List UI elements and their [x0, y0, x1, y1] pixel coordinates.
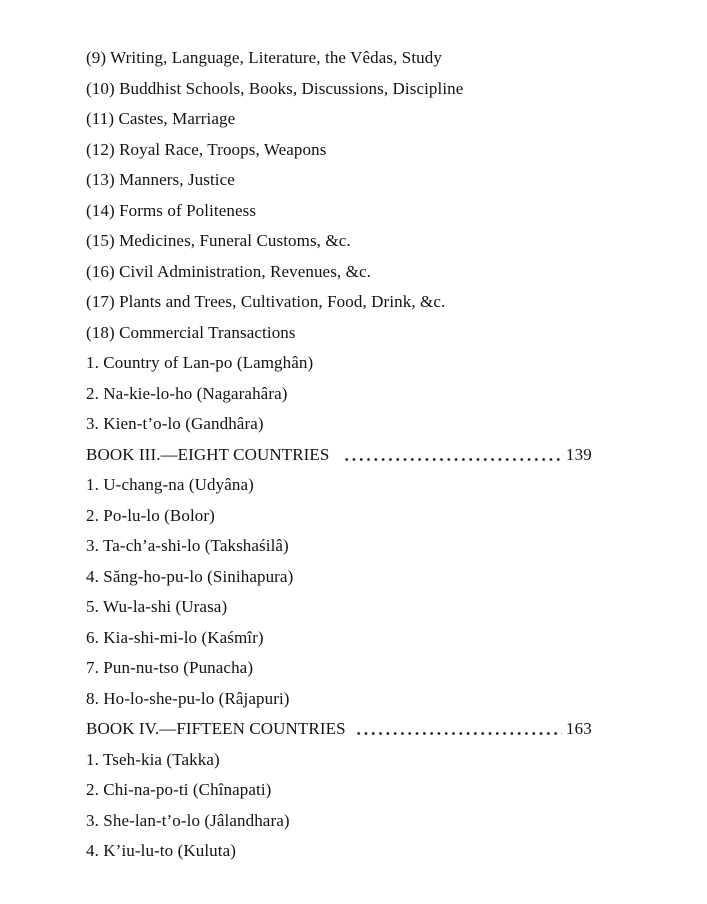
toc-entry-label: (10) Buddhist Schools, Books, Discussions, Discipline [86, 78, 464, 98]
toc-entry[interactable] [86, 501, 592, 532]
toc-entry[interactable] [86, 74, 592, 105]
toc-entry[interactable] [86, 775, 592, 806]
toc-entry[interactable] [86, 440, 592, 471]
toc-entry-label: 3. Ta-ch’a-shi-lo (Takshaśilâ) [86, 536, 289, 555]
toc-entry-label: 4. Săng-ho-pu-lo (Sinihapura) [86, 566, 294, 586]
dot-leader [355, 714, 562, 745]
toc-entry[interactable] [86, 196, 592, 227]
dot-leader [343, 440, 562, 471]
toc-entry-label: 1. Tseh-kia (Takka) [86, 749, 220, 769]
toc-list [86, 43, 592, 867]
toc-entry-label: 2. Po-lu-lo (Bolor) [86, 505, 215, 525]
toc-entry[interactable] [86, 684, 592, 715]
toc-entry-label: 1. U-chang-na (Udyâna) [86, 475, 254, 494]
toc-entry-label: 2. Chi-na-po-ti (Chînapati) [86, 780, 272, 799]
toc-entry-page-number: 139 [565, 444, 592, 464]
toc-entry[interactable] [86, 623, 592, 654]
toc-entry-label: (15) Medicines, Funeral Customs, &c. [86, 231, 351, 250]
toc-entry[interactable] [86, 531, 592, 562]
toc-entry-label: (11) Castes, Marriage [86, 109, 236, 128]
toc-entry[interactable] [86, 806, 592, 837]
toc-entry[interactable] [86, 43, 592, 74]
toc-entry[interactable] [86, 348, 592, 379]
toc-entry[interactable] [86, 287, 592, 318]
toc-entry-label: BOOK IV.—FIFTEEN COUNTRIES [86, 719, 346, 738]
toc-entry-label: 5. Wu-la-shi (Urasa) [86, 597, 228, 616]
toc-entry-label: (16) Civil Administration, Revenues, &c. [86, 261, 371, 281]
toc-entry[interactable] [86, 379, 592, 410]
toc-entry[interactable] [86, 318, 592, 349]
toc-entry[interactable] [86, 104, 592, 135]
toc-entry[interactable] [86, 165, 592, 196]
toc-entry-label: 6. Kia-shi-mi-lo (Kaśmîr) [86, 627, 264, 647]
toc-entry-label: (9) Writing, Language, Literature, the Vêdas, Study [86, 48, 442, 67]
toc-entry-label: 8. Ho-lo-she-pu-lo (Râjapuri) [86, 688, 290, 708]
toc-entry[interactable] [86, 409, 592, 440]
toc-entry-label: 3. Kien-t’o-lo (Gandhâra) [86, 414, 264, 433]
toc-entry-label: (13) Manners, Justice [86, 170, 235, 189]
toc-entry[interactable] [86, 257, 592, 288]
toc-entry[interactable] [86, 653, 592, 684]
toc-entry-label: 2. Na-kie-lo-ho (Nagarahâra) [86, 383, 288, 403]
toc-entry-label: (17) Plants and Trees, Cultivation, Food, Drink, &c. [86, 292, 446, 311]
toc-entry[interactable] [86, 135, 592, 166]
toc-entry-label: BOOK III.—EIGHT COUNTRIES [86, 444, 334, 464]
toc-entry-page-number: 163 [565, 719, 592, 738]
toc-entry[interactable] [86, 836, 592, 867]
toc-entry[interactable] [86, 226, 592, 257]
toc-entry-label: 3. She-lan-t’o-lo (Jâlandhara) [86, 810, 290, 830]
toc-entry-label: 4. K’iu-lu-to (Kuluta) [86, 841, 236, 860]
toc-entry-label: (14) Forms of Politeness [86, 200, 257, 220]
toc-entry[interactable] [86, 745, 592, 776]
toc-entry[interactable] [86, 592, 592, 623]
toc-entry-label: (18) Commercial Transactions [86, 322, 296, 342]
toc-entry[interactable] [86, 562, 592, 593]
toc-entry[interactable] [86, 470, 592, 501]
toc-entry-label: 1. Country of Lan-po (Lamghân) [86, 353, 314, 372]
toc-entry[interactable] [86, 714, 592, 745]
toc-entry-label: (12) Royal Race, Troops, Weapons [86, 139, 327, 159]
toc-entry-label: 7. Pun-nu-tso (Punacha) [86, 658, 254, 677]
